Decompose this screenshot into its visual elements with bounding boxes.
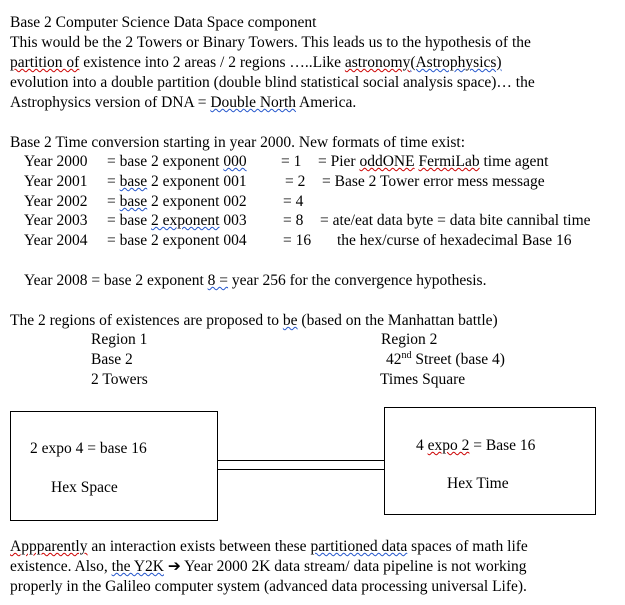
- row-2000-year: Year 2000: [24, 153, 88, 170]
- row-2000-desc: [318, 153, 548, 171]
- row-2001-eq: = 2: [285, 173, 306, 190]
- closing-line-2: [10, 558, 527, 576]
- region-1-towers: 2 Towers: [91, 371, 148, 388]
- row-2000-mid-text: = base 2 exponent: [107, 153, 224, 170]
- hex-time-box: [384, 407, 596, 515]
- grammar-flag-partitioned: partitioned data: [310, 538, 408, 555]
- row-2004-desc: the hex/curse of hexadecimal Base 16: [337, 232, 572, 249]
- year-2008-line: [24, 272, 486, 290]
- region-2-street: [386, 351, 505, 369]
- row-2001-year: Year 2001: [24, 173, 88, 190]
- time-heading: Base 2 Time conversion starting in year 2000. New formats of time exist:: [10, 134, 466, 151]
- closing-line-1-d: spaces of math life: [407, 538, 528, 555]
- intro-line-5: [10, 94, 356, 112]
- region-2-street-text: Street (base 4): [411, 351, 505, 368]
- hex-time-label: Hex Time: [447, 475, 509, 492]
- row-2003-mid-a: = base: [107, 212, 152, 229]
- hex-time-formula-c: = Base 16: [469, 437, 536, 454]
- row-2000-desc-c: time agent: [479, 153, 549, 170]
- spell-flag-oddone: oddONE: [359, 153, 415, 170]
- intro-line-3: [10, 54, 502, 72]
- row-2002-year: Year 2002: [24, 193, 88, 210]
- spell-flag-appparently: Appparently: [10, 538, 88, 555]
- regions-intro-c: (based on the Manhattan battle): [297, 312, 498, 329]
- intro-line-5-end: America.: [296, 94, 357, 111]
- row-2000-exp: 000: [223, 153, 247, 170]
- region-1-title: Region 1: [91, 331, 148, 348]
- grammar-flag-astrophysics: (Astrophysics): [410, 54, 502, 71]
- spell-flag-astronomy: astronomy: [344, 54, 411, 71]
- row-2004-eq: = 16: [283, 232, 312, 249]
- hex-space-label: Hex Space: [51, 479, 118, 496]
- row-2004-mid: = base 2 exponent 004: [107, 232, 247, 249]
- intro-line-5-text: Astrophysics version of DNA =: [10, 94, 211, 111]
- row-2000-desc-a: = Pier: [318, 153, 360, 170]
- intro-line-3-text: existence into 2 areas / 2 regions …..Like: [79, 54, 345, 71]
- row-2001-base: base: [119, 173, 148, 190]
- row-2002-mid: [107, 193, 247, 211]
- row-2002-mid-b: 2 exponent 002: [147, 193, 247, 210]
- row-2001-mid: [107, 173, 247, 191]
- region-2-street-num: 42: [386, 351, 402, 368]
- spell-flag-fermilab: FermiLab: [418, 153, 480, 170]
- closing-line-1: [10, 538, 528, 556]
- regions-intro-be: be: [282, 312, 298, 329]
- grammar-flag-double-north: Double North: [210, 94, 296, 111]
- closing-line-2-a: existence. Also,: [10, 558, 112, 575]
- intro-line-2: This would be the 2 Towers or Binary Towers. This leads us to the hypothesis of the: [10, 34, 531, 51]
- year-2008-a: Year 2008 = base 2 exponent: [24, 272, 208, 289]
- hex-space-formula: 2 expo 4 = base 16: [30, 440, 147, 457]
- spell-flag-expo: expo 2: [427, 437, 470, 454]
- year-2008-c: year 256 for the convergence hypothesis.: [228, 272, 487, 289]
- closing-line-1-b: an interaction exists between these: [87, 538, 311, 555]
- row-2001-desc: = Base 2 Tower error mess message: [322, 173, 545, 190]
- region-2-times-square: Times Square: [380, 371, 466, 388]
- row-2001-mid-b: 2 exponent 001: [147, 173, 247, 190]
- doc-title-line: Base 2 Computer Science Data Space component: [10, 14, 317, 31]
- spell-flag-partition: partition of: [10, 54, 80, 71]
- row-2003-desc: = ate/eat data byte = data bite cannibal time: [320, 212, 591, 229]
- row-2000-mid: [107, 153, 247, 171]
- region-2-street-sup: nd: [401, 349, 412, 361]
- row-2003-exponent: 2 exponent: [151, 212, 220, 229]
- hex-time-formula: [416, 437, 535, 455]
- hex-space-box: [10, 411, 218, 521]
- row-2003-mid: [107, 212, 247, 230]
- hex-time-formula-a: 4: [416, 437, 428, 454]
- row-2001-mid-a: =: [107, 173, 120, 190]
- region-2-title: Region 2: [381, 331, 438, 348]
- row-2000-eq: = 1: [281, 153, 302, 170]
- region-1-base: Base 2: [91, 351, 133, 368]
- row-2004-year: Year 2004: [24, 232, 88, 249]
- row-2003-mid-b: 003: [219, 212, 247, 229]
- regions-intro-a: The 2 regions of existences are proposed to: [10, 312, 283, 329]
- closing-line-2-c: ➔ Year 2000 2K data stream/ data pipeline is not working: [163, 558, 527, 575]
- regions-intro: [10, 312, 498, 330]
- intro-line-4: evolution into a double partition (double blind statistical social analysis space)… the: [10, 74, 535, 91]
- row-2002-mid-a: =: [107, 193, 120, 210]
- year-2008-exp: 8 =: [207, 272, 229, 289]
- grammar-flag-y2k: the Y2K: [111, 558, 164, 575]
- row-2002-base: base: [119, 193, 148, 210]
- closing-line-3: properly in the Galileo computer system (advanced data processing universal Life).: [10, 578, 527, 595]
- row-2003-year: Year 2003: [24, 212, 88, 229]
- row-2003-eq: = 8: [283, 212, 304, 229]
- box-connector: [217, 460, 384, 470]
- row-2002-eq: = 4: [283, 193, 304, 210]
